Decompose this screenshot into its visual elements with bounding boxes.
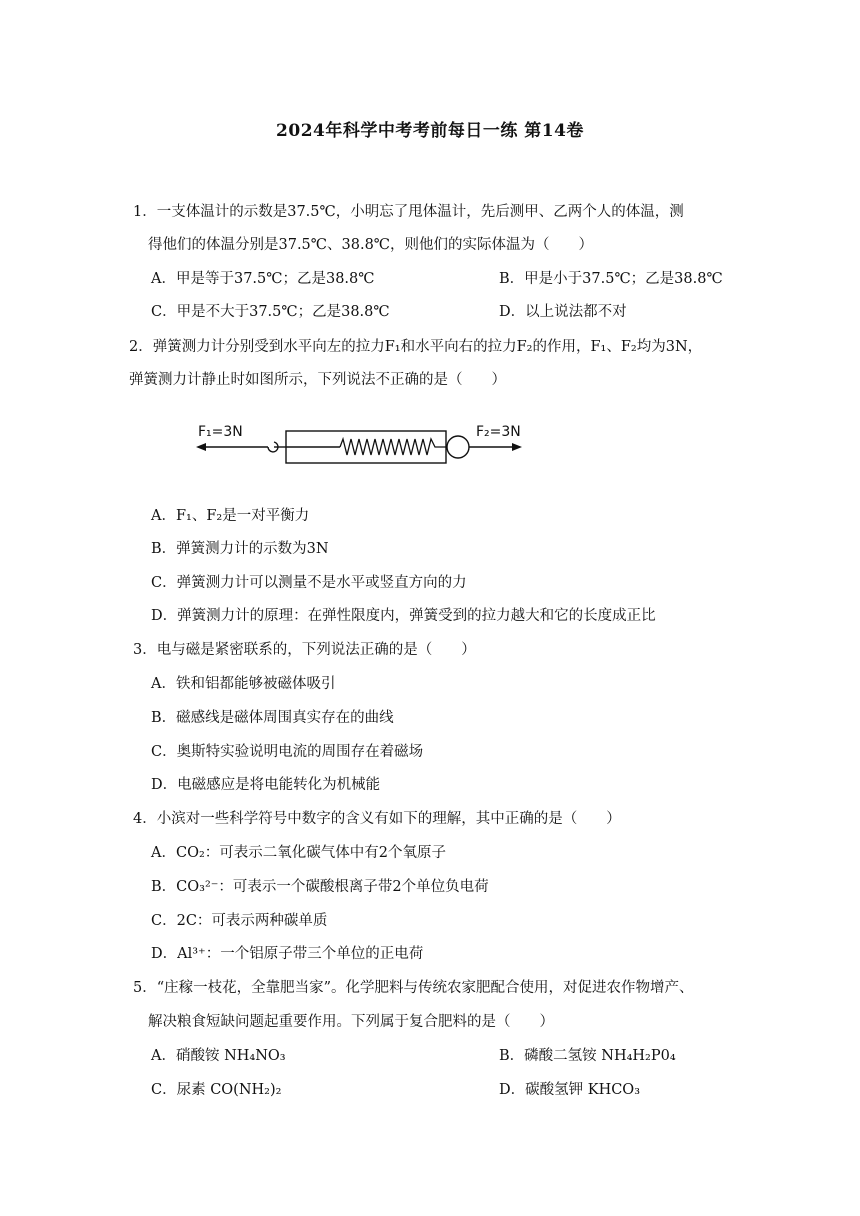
q1-option-c: C．甲是不大于37.5℃；乙是38.8℃: [151, 304, 390, 320]
q1-option-b: B．甲是小于37.5℃；乙是38.8℃: [499, 271, 723, 287]
q3-option-c: C．奥斯特实验说明电流的周围存在着磁场: [151, 744, 424, 760]
q4-stem: 4．小滨对一些科学符号中数字的含义有如下的理解，其中正确的是（ ）: [133, 811, 621, 827]
f1-arrowhead: [196, 443, 206, 451]
q4-option-b: B．CO₃²⁻：可表示一个碳酸根离子带2个单位负电荷: [151, 879, 489, 895]
q5-stem-line2: 解决粮食短缺问题起重要作用。下列属于复合肥料的是（ ）: [148, 1014, 554, 1030]
q4-option-d: D．Al³⁺：一个铝原子带三个单位的正电荷: [151, 946, 424, 962]
page-title: 2024年科学中考考前每日一练 第14卷: [276, 121, 584, 141]
q1-stem-line2: 得他们的体温分别是37.5℃、38.8℃，则他们的实际体温为（ ）: [148, 237, 594, 253]
q5-option-c: C．尿素 CO(NH₂)₂: [151, 1082, 282, 1098]
q2-stem-line1: 2．弹簧测力计分别受到水平向左的拉力F₁和水平向右的拉力F₂的作用，F₁、F₂均为3N，: [129, 339, 703, 355]
q3-option-a: A．铁和铝都能够被磁体吸引: [151, 676, 336, 692]
spring-icon: [340, 439, 446, 455]
q3-option-d: D．电磁感应是将电能转化为机械能: [151, 777, 381, 793]
ring-icon: [447, 436, 469, 458]
q5-option-a: A．硝酸铵 NH₄NO₃: [151, 1048, 286, 1064]
q1-option-a: A．甲是等于37.5℃；乙是38.8℃: [151, 271, 375, 287]
q5-option-b: B．磷酸二氢铵 NH₄H₂P0₄: [499, 1048, 676, 1064]
f2-arrowhead: [512, 443, 522, 451]
q2-option-a: A．F₁、F₂是一对平衡力: [151, 508, 310, 524]
q2-option-d: D．弹簧测力计的原理：在弹性限度内，弹簧受到的拉力越大和它的长度成正比: [151, 608, 656, 624]
q1-stem-line1: 1．一支体温计的示数是37.5℃，小明忘了甩体温计，先后测甲、乙两个人的体温，测: [133, 204, 684, 220]
spring-scale-diagram: [190, 418, 530, 470]
q2-option-b: B．弹簧测力计的示数为3N: [151, 541, 329, 557]
q4-option-c: C．2C：可表示两种碳单质: [151, 913, 328, 929]
q5-stem-line1: 5．“庄稼一枝花，全靠肥当家”。化学肥料与传统农家肥配合使用，对促进农作物增产、: [133, 980, 694, 996]
q3-stem: 3．电与磁是紧密联系的，下列说法正确的是（ ）: [133, 642, 476, 658]
f2-label: F₂=3N: [476, 424, 521, 440]
q3-option-b: B．磁感线是磁体周围真实存在的曲线: [151, 710, 394, 726]
q2-option-c: C．弹簧测力计可以测量不是水平或竖直方向的力: [151, 575, 467, 591]
f1-label: F₁=3N: [198, 424, 243, 440]
q5-option-d: D．碳酸氢钾 KHCO₃: [499, 1082, 641, 1098]
q4-option-a: A．CO₂：可表示二氧化碳气体中有2个氧原子: [151, 845, 446, 861]
q1-option-d: D．以上说法都不对: [499, 304, 627, 320]
q2-stem-line2: 弹簧测力计静止时如图所示，下列说法不正确的是（ ）: [129, 372, 506, 388]
